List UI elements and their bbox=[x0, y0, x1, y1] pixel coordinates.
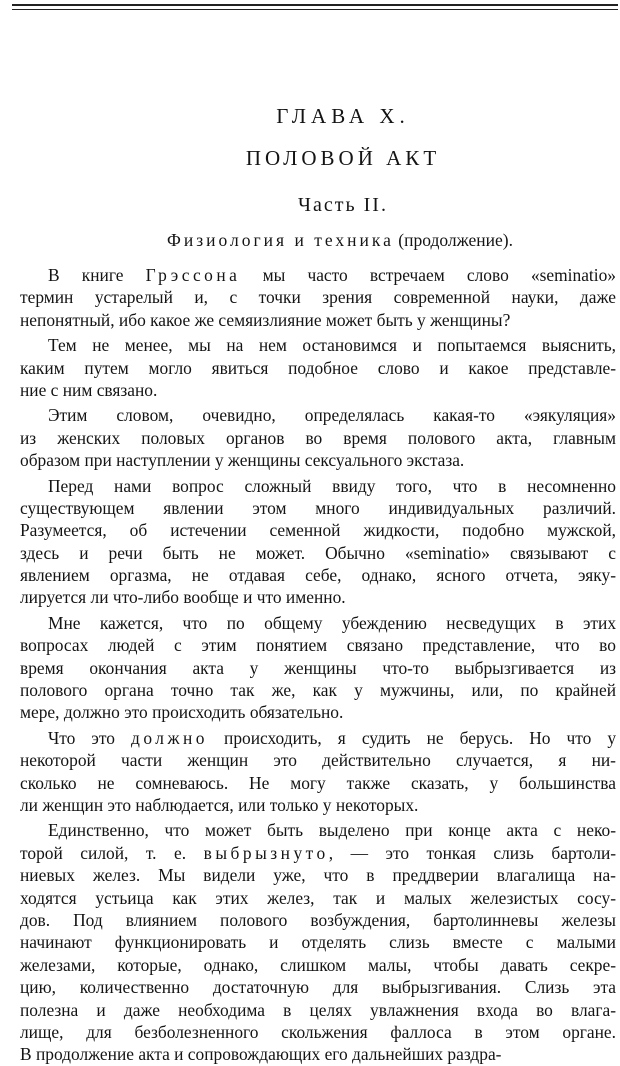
text-line bbox=[0, 475, 620, 497]
text-run: ли женщин это наблюдается, или только у некоторых. bbox=[20, 794, 419, 815]
text-line-content bbox=[48, 264, 616, 286]
section-title-rest: (продолжение). bbox=[393, 230, 513, 250]
chapter-title: ГЛАВА X. bbox=[276, 104, 410, 128]
text-run: непонятный, ибо какое же семяизлияние может быть у женщины? bbox=[20, 309, 511, 330]
text-run: , — это тонкая слизь бартоли- bbox=[328, 842, 617, 863]
text-line-content bbox=[20, 976, 616, 998]
text-line-content bbox=[20, 701, 343, 723]
text-line-content bbox=[48, 819, 616, 841]
paragraph bbox=[0, 334, 620, 401]
text-line bbox=[0, 931, 620, 953]
text-run: происходить, я судить не берусь. Но что у bbox=[207, 727, 617, 748]
text-run: ходятся устьица как этих желез, так и малых железистых сосу- bbox=[20, 887, 617, 908]
text-run: лище, для безболезненного скольжения фаллоса в этом органе. bbox=[20, 1021, 616, 1042]
text-line bbox=[0, 819, 620, 841]
text-run: начинают функционировать и отделять слизь вместе с малыми bbox=[20, 932, 616, 953]
body-text bbox=[0, 264, 620, 1066]
text-line bbox=[0, 864, 620, 886]
text-run: мы часто встречаем слово «seminatio» bbox=[240, 265, 616, 285]
text-line bbox=[0, 404, 620, 426]
text-line bbox=[0, 309, 620, 331]
text-line-content bbox=[20, 749, 616, 771]
spaced-emphasis: Грэссона bbox=[145, 265, 241, 285]
text-line bbox=[0, 657, 620, 679]
text-line-content bbox=[20, 887, 616, 909]
text-line-content bbox=[48, 404, 616, 426]
text-line bbox=[0, 749, 620, 771]
text-run: В книге bbox=[48, 265, 146, 285]
text-line bbox=[0, 334, 620, 356]
text-line-content bbox=[20, 772, 616, 794]
text-line-content bbox=[20, 497, 616, 519]
text-line bbox=[0, 542, 620, 564]
spaced-emphasis: выбрызнуто bbox=[203, 842, 329, 863]
text-run: торой силой, т. е. bbox=[20, 842, 204, 863]
text-run: Перед нами вопрос сложный ввиду того, что в несомненно bbox=[48, 475, 616, 496]
paragraph bbox=[0, 612, 620, 724]
text-run: лируется ли что-либо вообще и что именно. bbox=[20, 587, 346, 608]
text-run: Тем не менее, мы на нем остановимся и попытаемся выяснить, bbox=[48, 335, 617, 356]
paragraph bbox=[0, 727, 620, 817]
text-line bbox=[0, 727, 620, 749]
text-run: Единственно, что может быть выделено при конце акта с неко- bbox=[48, 820, 616, 841]
text-run: здесь и речи быть не может. Обычно «seminatio» связывают с bbox=[20, 542, 616, 563]
text-run: Разумеется, об истечении семенной жидкости, подобно мужской, bbox=[20, 520, 616, 541]
paragraph bbox=[0, 404, 620, 471]
text-line bbox=[0, 264, 620, 286]
text-line-content bbox=[20, 309, 510, 331]
text-line bbox=[0, 286, 620, 308]
text-run: образом при наступлении у женщины сексуального экстаза. bbox=[20, 450, 465, 471]
text-line bbox=[0, 999, 620, 1021]
text-line-content bbox=[20, 657, 616, 679]
text-run: некоторой части женщин это действительно случается, я ни- bbox=[20, 750, 616, 771]
text-run: ниевых желез. Мы видели уже, что в преддверии влагалища на- bbox=[20, 865, 616, 886]
text-line-content bbox=[20, 842, 616, 864]
text-line-content bbox=[20, 357, 616, 379]
text-line-content bbox=[20, 449, 464, 471]
text-line-content bbox=[20, 379, 157, 401]
text-run: термин устарелый и, с точки зрения современной науки, даже bbox=[20, 287, 616, 308]
text-run: вопросах людей с этим понятием связано представление, что во bbox=[20, 635, 616, 656]
text-line bbox=[0, 379, 620, 401]
text-run: железами, которые, однако, слишком малы, чтобы давать секре- bbox=[20, 954, 617, 975]
text-line bbox=[0, 586, 620, 608]
text-line-content bbox=[20, 794, 418, 816]
text-run: Что это bbox=[48, 727, 131, 748]
paragraph bbox=[0, 475, 620, 609]
text-line bbox=[0, 887, 620, 909]
text-run: Этим словом, очевидно, определялась какая-то «эякуляция» bbox=[48, 405, 616, 426]
paragraph bbox=[0, 819, 620, 1065]
text-line-content bbox=[20, 564, 616, 586]
text-line-content bbox=[48, 727, 616, 749]
text-run: каким путем могло явиться подобное слово и какое представле- bbox=[20, 357, 617, 378]
text-line bbox=[0, 497, 620, 519]
text-line bbox=[0, 519, 620, 541]
text-run: существующем явлении этом много индивидуальных различий. bbox=[20, 497, 617, 518]
text-run: В продолжение акта и сопровождающих его дальнейших раздра- bbox=[20, 1044, 502, 1065]
text-run: Мне кажется, что по общему убеждению несведущих в этих bbox=[48, 612, 617, 633]
text-line bbox=[0, 357, 620, 379]
text-line bbox=[0, 794, 620, 816]
text-run: ние с ним связано. bbox=[20, 379, 158, 400]
text-run: полезна и даже необходима в целях увлажнения входа во влага- bbox=[20, 999, 617, 1020]
text-line-content bbox=[20, 909, 616, 931]
text-line-content bbox=[48, 334, 616, 356]
text-line bbox=[0, 449, 620, 471]
text-line-content bbox=[20, 286, 616, 308]
spaced-emphasis: должно bbox=[130, 727, 208, 748]
text-run: из женских половых органов во время полового акта, главным bbox=[20, 427, 616, 448]
text-line bbox=[0, 842, 620, 864]
text-line bbox=[0, 612, 620, 634]
text-line bbox=[0, 772, 620, 794]
text-line bbox=[0, 954, 620, 976]
text-line bbox=[0, 976, 620, 998]
top-rule bbox=[12, 4, 618, 6]
text-line bbox=[0, 564, 620, 586]
paragraph bbox=[0, 264, 620, 331]
text-run: дов. Под влиянием полового возбуждения, бартолинневы железы bbox=[20, 909, 616, 930]
text-line-content bbox=[20, 864, 616, 886]
text-line bbox=[0, 1043, 620, 1065]
text-run: цию, количественно достаточную для выбрызгивания. Слизь эта bbox=[20, 977, 617, 998]
text-line bbox=[0, 634, 620, 656]
text-run: явлением оргазма, не отдавая себе, однако, ясного отчета, эяку- bbox=[20, 565, 616, 586]
text-line-content bbox=[48, 612, 616, 634]
text-line-content bbox=[20, 542, 616, 564]
section-title-spaced: Физиология и техника bbox=[167, 230, 394, 250]
text-line bbox=[0, 1021, 620, 1043]
text-line bbox=[0, 679, 620, 701]
text-line bbox=[0, 701, 620, 723]
text-line bbox=[0, 909, 620, 931]
part-title: Часть II. bbox=[298, 194, 388, 216]
section-title bbox=[0, 230, 620, 251]
text-line-content bbox=[20, 427, 616, 449]
text-line-content bbox=[20, 931, 616, 953]
text-run: полового органа точно так же, как у мужчины, или, по крайней bbox=[20, 680, 617, 701]
text-line-content bbox=[20, 1021, 616, 1043]
text-line-content bbox=[20, 634, 616, 656]
top-rule-thin bbox=[12, 9, 618, 10]
text-line-content bbox=[48, 475, 616, 497]
text-run: сколько не сомневаюсь. Не могу также сказать, у большинства bbox=[20, 772, 616, 793]
text-line-content bbox=[20, 519, 616, 541]
text-run: мере, должно это происходить обязательно. bbox=[20, 702, 344, 723]
chapter-subtitle: ПОЛОВОЙ АКТ bbox=[245, 146, 441, 170]
text-run: время окончания акта у женщины что-то выбрызгивается из bbox=[20, 657, 617, 678]
text-line-content bbox=[20, 586, 346, 608]
text-line bbox=[0, 427, 620, 449]
text-line-content bbox=[20, 1043, 501, 1065]
text-line-content bbox=[20, 999, 616, 1021]
text-line-content bbox=[20, 679, 616, 701]
text-line-content bbox=[20, 954, 616, 976]
